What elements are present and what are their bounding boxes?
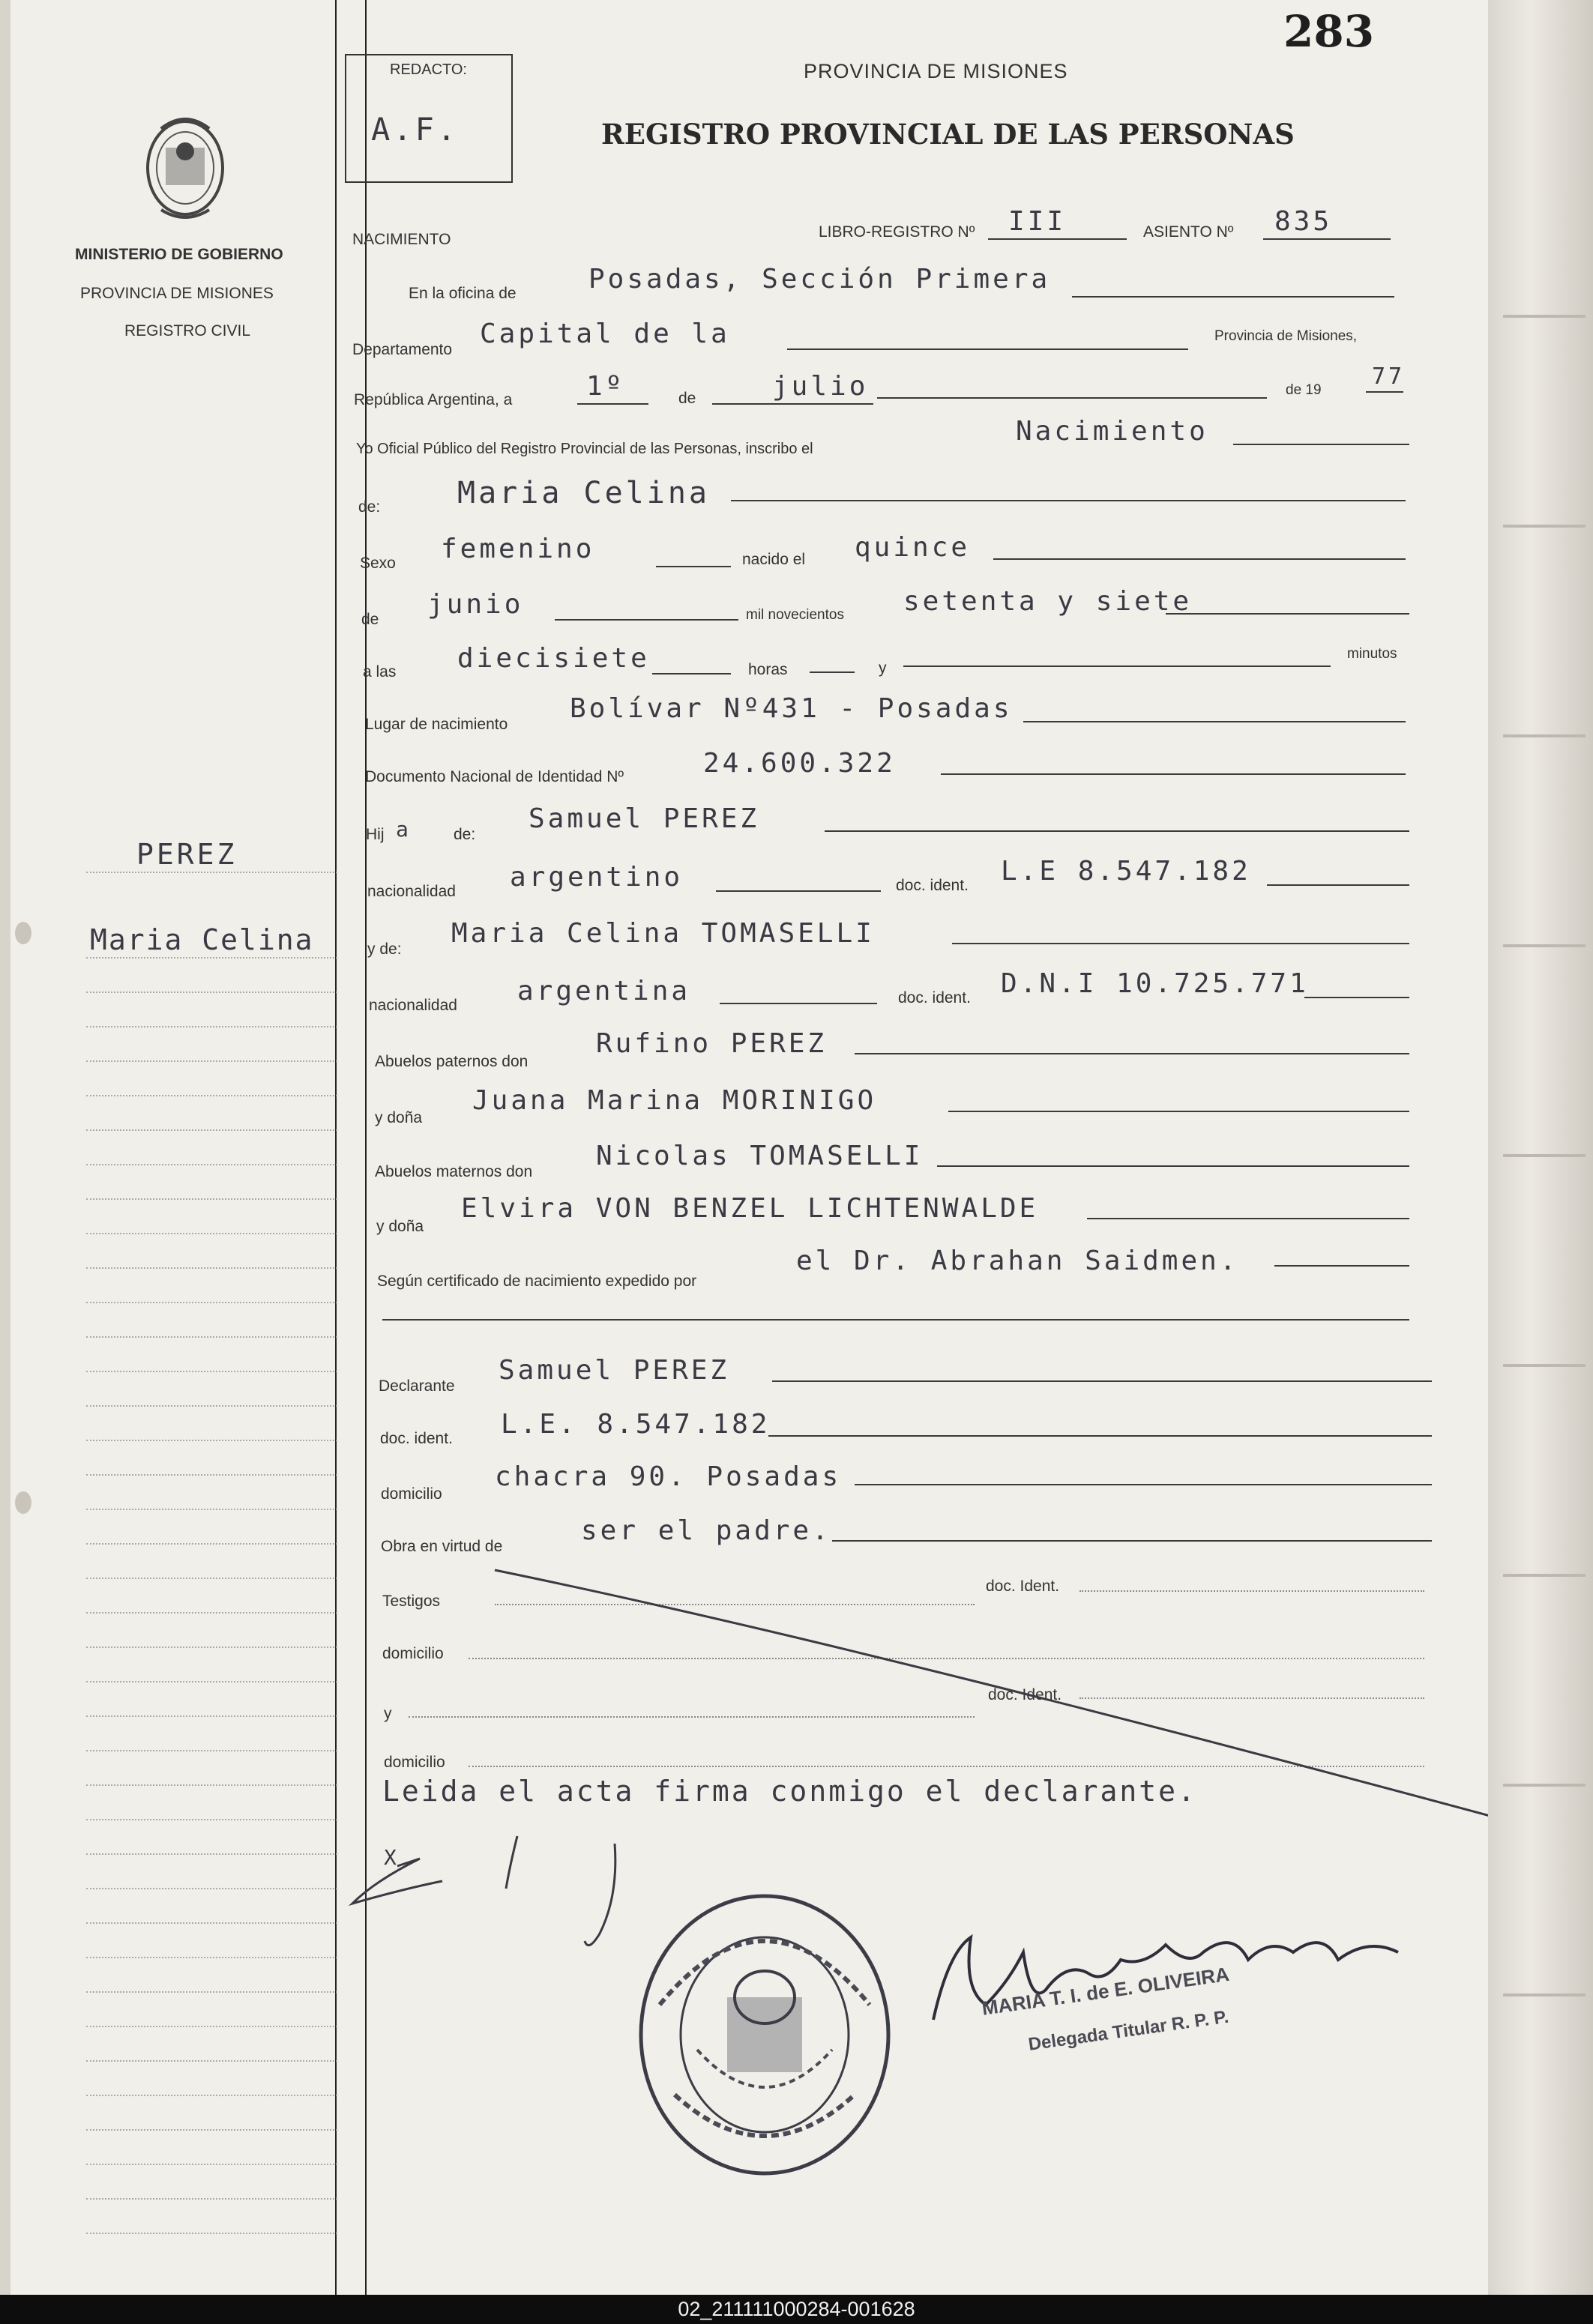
value-nacido-dia: quince <box>855 532 971 563</box>
page-number: 283 <box>1283 6 1375 57</box>
label-domicilio-testigo1: domicilio <box>382 1645 444 1662</box>
header-registry: REGISTRO PROVINCIAL DE LAS PERSONAS <box>601 118 1295 151</box>
label-nacido: nacido el <box>742 551 806 568</box>
value-madre: Maria Celina TOMASELLI <box>451 918 875 949</box>
declarant-signature <box>330 1821 645 1956</box>
label-dni: Documento Nacional de Identidad Nº <box>365 768 624 785</box>
label-de-padre: de: <box>454 826 476 843</box>
official-stamp <box>630 1885 900 2185</box>
header-province: PROVINCIA DE MISIONES <box>804 60 1068 82</box>
value-dia: 1º <box>586 371 625 402</box>
margin-given-names: Maria Celina <box>90 923 314 956</box>
punch-hole <box>15 1491 31 1514</box>
value-madre-nac: argentina <box>517 976 691 1006</box>
page-stack-edge <box>1488 0 1593 2295</box>
label-provincia: Provincia de Misiones, <box>1214 328 1358 344</box>
value-decl-doc: L.E. 8.547.182 <box>501 1409 771 1440</box>
margin-ruled-line <box>86 872 337 873</box>
margin-ruled-line <box>86 957 337 959</box>
value-obra: ser el padre. <box>581 1515 831 1546</box>
label-doc-ident-testigo1: doc. Ident. <box>986 1578 1060 1595</box>
value-dni: 24.600.322 <box>703 748 896 779</box>
value-nacido-mes: junio <box>427 589 524 620</box>
value-lugar: Bolívar Nº431 - Posadas <box>570 693 1013 724</box>
label-departamento: Departamento <box>352 341 453 358</box>
label-domicilio: domicilio <box>381 1485 442 1503</box>
value-certificado: el Dr. Abrahan Saidmen. <box>796 1246 1239 1276</box>
margin-surname: PEREZ <box>136 838 238 871</box>
value-mes: julio <box>772 371 869 402</box>
ministry-line1: MINISTERIO DE GOBIERNO <box>75 246 283 263</box>
label-y-de: y de: <box>367 941 402 958</box>
value-abuelo-p: Rufino PEREZ <box>596 1028 828 1059</box>
value-declarante: Samuel PEREZ <box>499 1355 730 1386</box>
label-minutos: minutos <box>1347 646 1397 662</box>
value-abuela-p: Juana Marina MORINIGO <box>472 1085 877 1116</box>
value-nombre: Maria Celina <box>457 476 710 510</box>
label-abuelos-paternos: Abuelos paternos don <box>375 1053 529 1070</box>
ministry-line2: PROVINCIA DE MISIONES <box>80 285 274 302</box>
label-nacionalidad-padre: nacionalidad <box>367 883 456 900</box>
label-hija: Hij <box>366 826 385 843</box>
value-padre-doc: L.E 8.547.182 <box>1001 856 1251 887</box>
label-libro: LIBRO-REGISTRO Nº <box>819 223 975 241</box>
label-y-dona-p: y doña <box>375 1109 423 1126</box>
value-acto: Nacimiento <box>1016 416 1208 447</box>
label-declarante: Declarante <box>379 1377 455 1395</box>
label-segun: Según certificado de nacimiento expedido por <box>377 1273 697 1290</box>
binding-edge <box>0 0 10 2295</box>
value-anio: 77 <box>1372 363 1406 390</box>
label-de19: de 19 <box>1286 382 1322 398</box>
redacto-value: A.F. <box>371 111 460 148</box>
label-oficina: En la oficina de <box>409 285 517 302</box>
label-doc-ident-padre: doc. ident. <box>896 877 969 894</box>
redacto-label: REDACTO: <box>390 61 467 78</box>
value-madre-doc: D.N.I 10.725.771 <box>1001 968 1309 999</box>
value-leida: Leida el acta firma conmigo el declarante. <box>382 1775 1197 1808</box>
label-obra: Obra en virtud de <box>381 1538 503 1555</box>
value-libro: III <box>1008 206 1067 237</box>
label-abuelos-maternos: Abuelos maternos don <box>375 1163 533 1180</box>
label-republica: República Argentina, a <box>354 391 513 408</box>
label-de-persona: de: <box>358 498 381 516</box>
label-y-testigo: y <box>384 1705 392 1722</box>
label-de-mes: de <box>361 611 379 628</box>
punch-hole <box>15 922 31 944</box>
label-asiento: ASIENTO Nº <box>1143 223 1234 241</box>
value-abuela-m: Elvira VON BENZEL LICHTENWALDE <box>461 1193 1039 1224</box>
value-hora: diecisiete <box>457 643 650 674</box>
coat-of-arms-seal <box>139 106 232 223</box>
label-nacimiento: NACIMIENTO <box>352 231 451 248</box>
value-sexo: femenino <box>441 534 595 564</box>
signatory-title: Delegada Titular R. P. P. <box>1027 2006 1230 2055</box>
value-departamento: Capital de la <box>480 319 730 349</box>
label-horas: horas <box>748 661 788 678</box>
value-padre-nac: argentino <box>510 862 684 893</box>
label-y-dona-m: y doña <box>376 1218 424 1235</box>
label-doc-ident-decl: doc. ident. <box>380 1430 453 1447</box>
value-abuelo-m: Nicolas TOMASELLI <box>596 1141 924 1171</box>
value-nacido-anio: setenta y siete <box>903 586 1193 617</box>
scan-id-footer: 02_211111000284-001628 <box>0 2295 1593 2324</box>
label-doc-ident-madre: doc. ident. <box>898 989 971 1006</box>
value-domicilio: chacra 90. Posadas <box>495 1461 842 1492</box>
value-x-mark: X <box>384 1845 400 1870</box>
label-nacionalidad-madre: nacionalidad <box>369 997 457 1014</box>
label-oficial: Yo Oficial Público del Registro Provincial de las Personas, inscribo el <box>356 441 813 457</box>
label-testigos: Testigos <box>382 1593 441 1610</box>
label-de: de <box>678 390 696 407</box>
value-padre: Samuel PEREZ <box>529 803 760 834</box>
label-sexo: Sexo <box>360 555 396 572</box>
label-y: y <box>879 660 887 677</box>
value-hija-suffix: a <box>396 817 412 842</box>
label-doc-ident-testigo2: doc. Ident. <box>988 1686 1062 1703</box>
value-oficina: Posadas, Sección Primera <box>588 264 1051 295</box>
label-mil: mil novecientos <box>746 607 844 623</box>
label-a-las: a las <box>363 663 397 680</box>
label-domicilio-testigo2: domicilio <box>384 1754 445 1771</box>
label-lugar: Lugar de nacimiento <box>365 716 508 733</box>
value-asiento: 835 <box>1274 206 1333 237</box>
ministry-line3: REGISTRO CIVIL <box>124 322 251 339</box>
signatory-name: MARIA T. I. de E. OLIVEIRA <box>980 1962 1231 2020</box>
